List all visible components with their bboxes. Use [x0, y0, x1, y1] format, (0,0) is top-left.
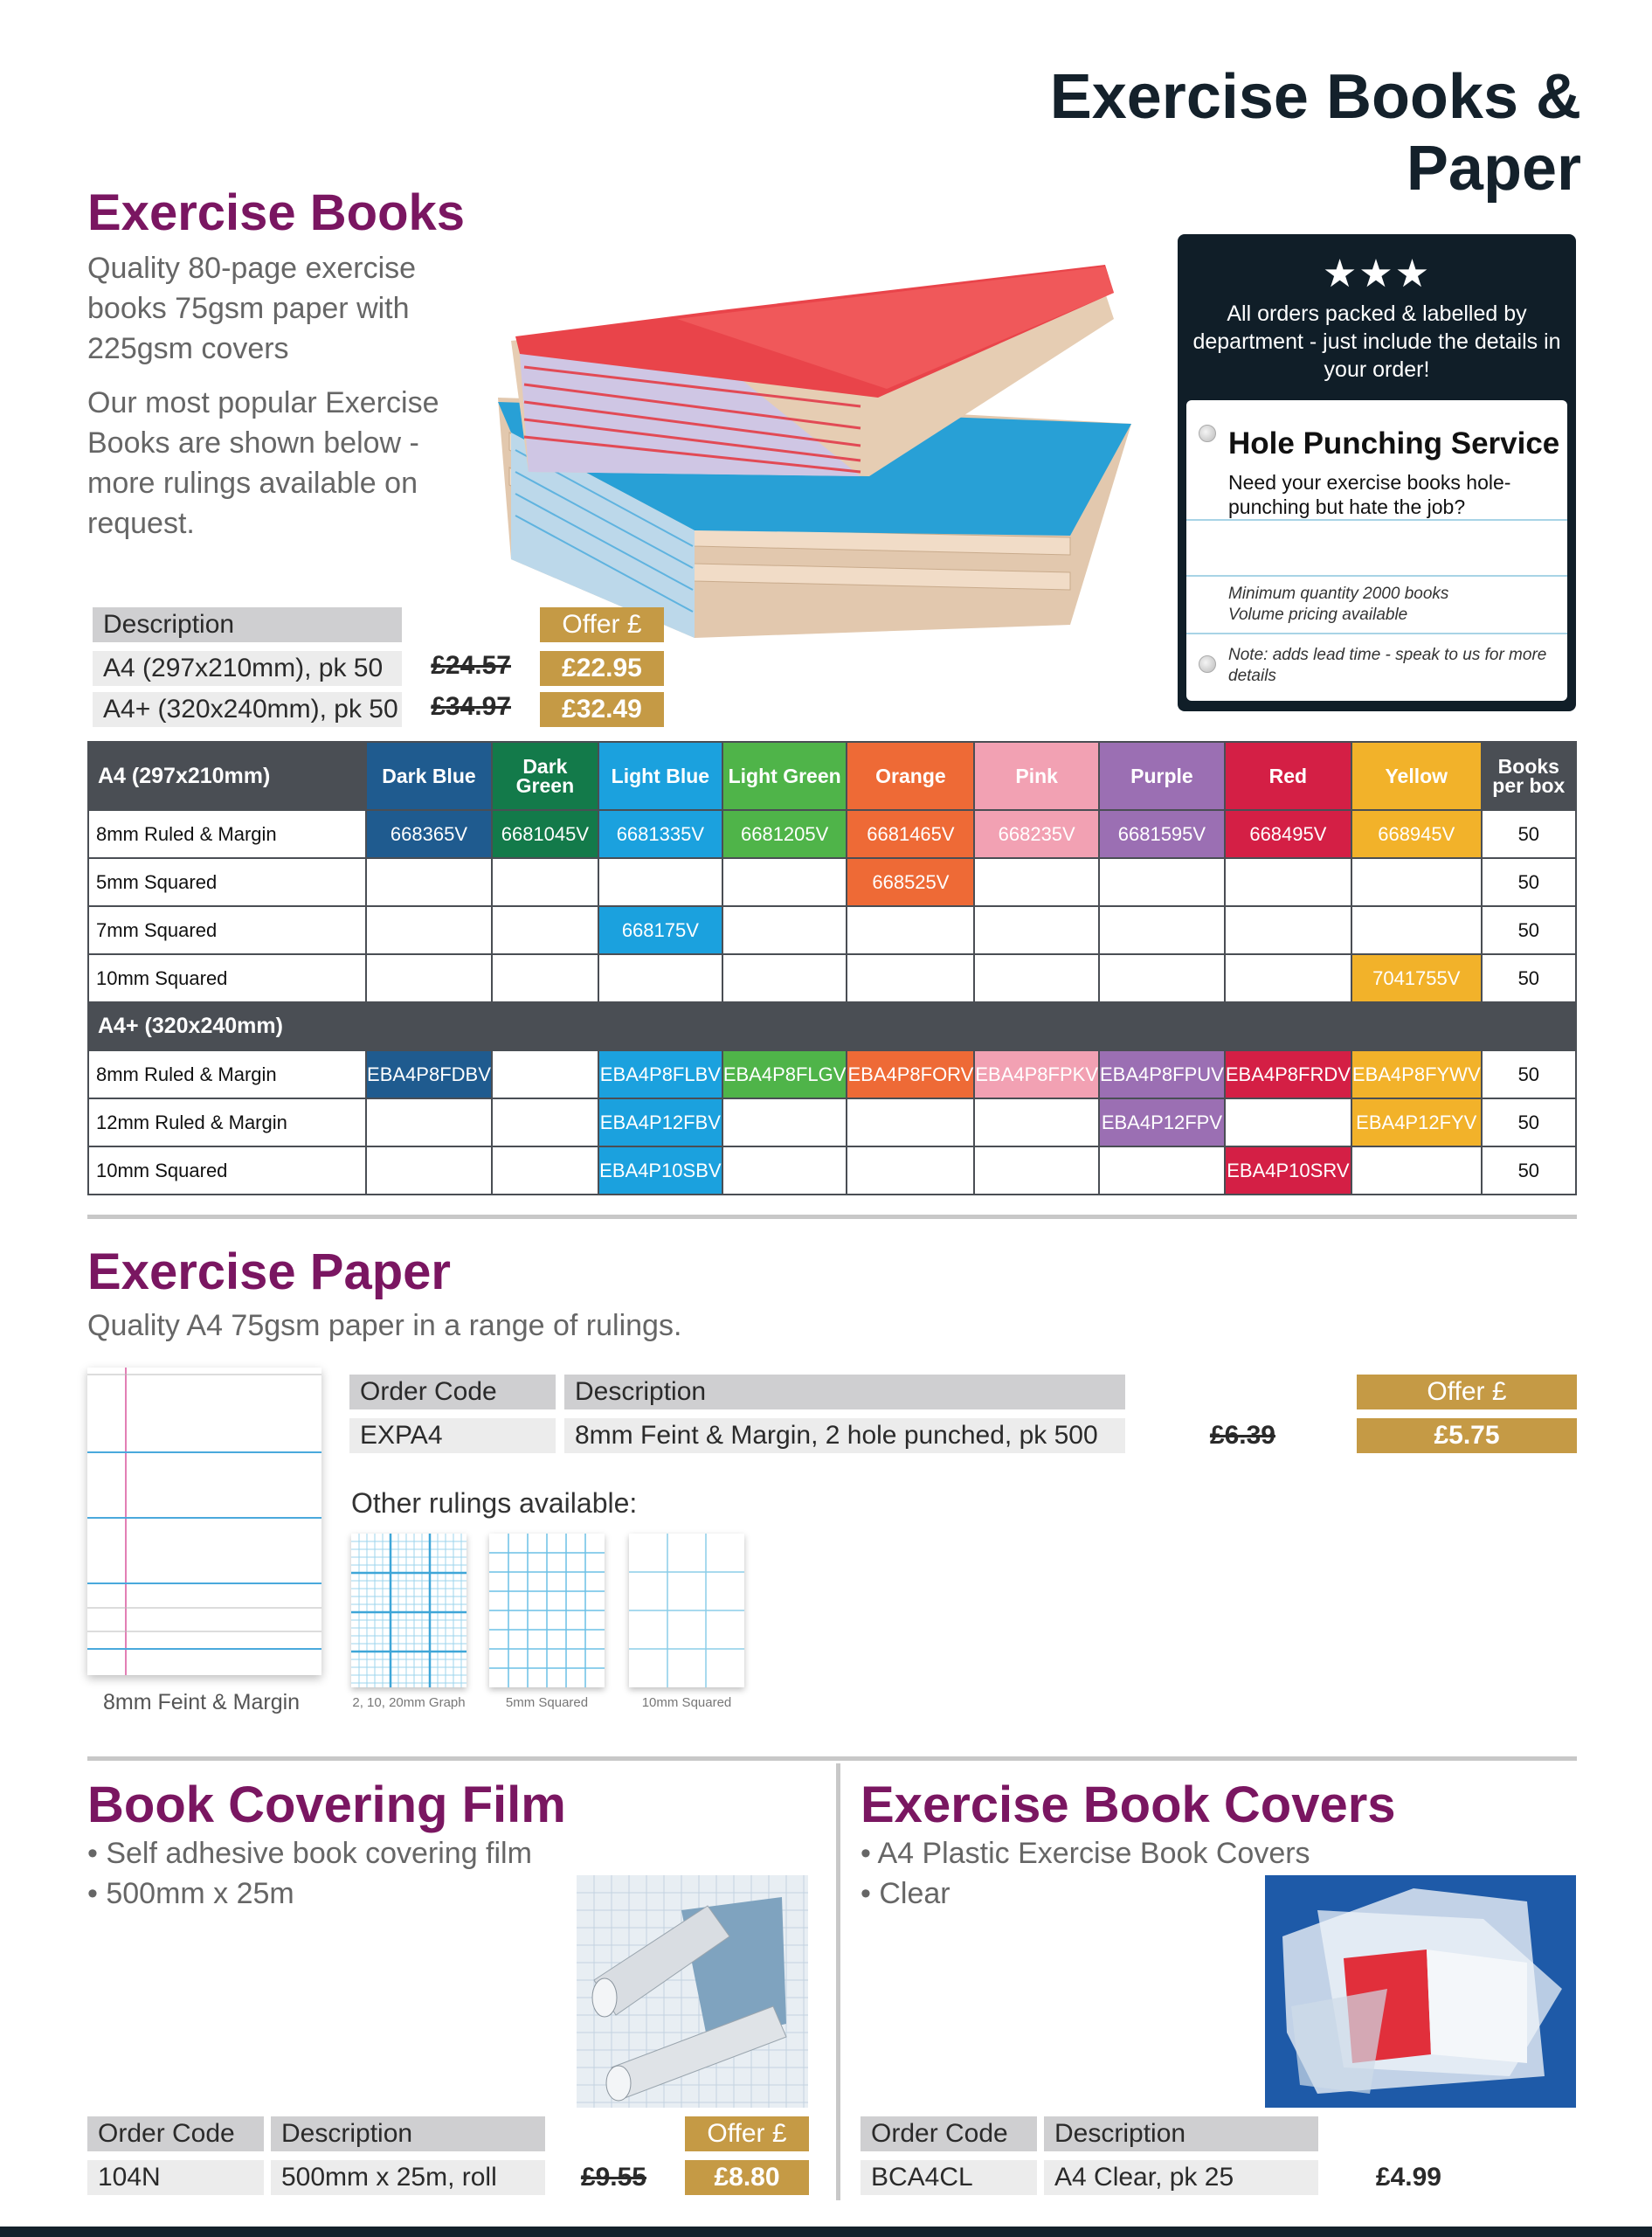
department-info-box — [1178, 234, 1576, 711]
empty-cell — [1225, 858, 1351, 906]
film-was-price: £9.55 — [580, 2163, 646, 2192]
empty-cell — [722, 954, 847, 1002]
empty-cell — [1351, 858, 1482, 906]
covers-order-code: BCA4CL — [861, 2160, 1037, 2195]
empty-cell — [722, 1098, 847, 1146]
film-order-code: 104N — [87, 2160, 264, 2195]
col-dark-blue: Dark Blue — [366, 742, 492, 810]
empty-cell — [974, 954, 1099, 1002]
col-light-blue: Light Blue — [598, 742, 722, 810]
product-code: EBA4P8FYWV — [1351, 1050, 1482, 1098]
other-rulings-label: Other rulings available: — [351, 1487, 638, 1519]
ruling-name: 7mm Squared — [88, 906, 366, 954]
product-code: 7041755V — [1351, 954, 1482, 1002]
col-pink: Pink — [974, 742, 1099, 810]
empty-cell — [974, 1146, 1099, 1195]
product-code: EBA4P10SRV — [1225, 1146, 1351, 1195]
books-per-box: 50 — [1482, 906, 1576, 954]
product-code: 668495V — [1225, 810, 1351, 858]
empty-cell — [492, 1146, 598, 1195]
exercise-book-codes-table — [87, 741, 1577, 1195]
exercise-paper-intro: Quality A4 75gsm paper in a range of rulings. — [87, 1309, 682, 1342]
ruling-name: 10mm Squared — [88, 1146, 366, 1195]
empty-cell — [492, 954, 598, 1002]
empty-cell — [847, 1098, 974, 1146]
col-header-description: Description — [1044, 2116, 1318, 2151]
ruling-row — [88, 906, 1576, 954]
price-row-was: £34.97 — [431, 692, 511, 721]
empty-cell — [974, 858, 1099, 906]
a4plus-section-header: A4+ (320x240mm) — [88, 1002, 1576, 1050]
covers-bullet: • A4 Plastic Exercise Book Covers — [861, 1837, 1310, 1870]
product-code: EBA4P8FPUV — [1099, 1050, 1225, 1098]
exercise-paper-heading: Exercise Paper — [87, 1243, 451, 1300]
col-books-per-box: Books per box — [1482, 742, 1576, 810]
ruled-line — [1186, 633, 1567, 634]
empty-cell — [492, 1050, 598, 1098]
empty-cell — [1099, 1146, 1225, 1195]
exercise-books-intro: Quality 80-page exercise books 75gsm paper with 225gsm covers — [87, 252, 417, 365]
empty-cell — [1225, 906, 1351, 954]
ruled-line — [1186, 519, 1567, 521]
ruling-name: 12mm Ruled & Margin — [88, 1098, 366, 1146]
ruling-row — [88, 954, 1576, 1002]
empty-cell — [1099, 954, 1225, 1002]
section-divider — [87, 1756, 1577, 1761]
feint-margin-paper-sample — [87, 1368, 321, 1675]
product-code: EBA4P12FYV — [1351, 1098, 1482, 1146]
empty-cell — [492, 858, 598, 906]
books-per-box: 50 — [1482, 1146, 1576, 1195]
ruled-line — [1186, 575, 1567, 577]
section-divider — [87, 1215, 1577, 1219]
empty-cell — [1225, 1098, 1351, 1146]
product-code: 668945V — [1351, 810, 1482, 858]
col-header-order-code: Order Code — [87, 2116, 264, 2151]
product-code: 6681595V — [1099, 810, 1225, 858]
col-header-description: Description — [564, 1375, 1125, 1409]
film-description: 500mm x 25m, roll — [271, 2160, 545, 2195]
a4-section-header: A4 (297x210mm) — [88, 742, 366, 810]
empty-cell — [722, 1146, 847, 1195]
paper-description: 8mm Feint & Margin, 2 hole punched, pk 500 — [564, 1418, 1125, 1453]
hole-punching-volume: Volume pricing available — [1228, 606, 1408, 624]
col-header-offer: Offer £ — [685, 2116, 809, 2151]
film-offer-price: £8.80 — [685, 2160, 809, 2195]
col-header-description: Description — [271, 2116, 545, 2151]
col-header-description: Description — [93, 607, 402, 642]
col-header-offer: Offer £ — [540, 607, 664, 642]
product-code: EBA4P8FPKV — [974, 1050, 1099, 1098]
books-per-box: 50 — [1482, 1098, 1576, 1146]
product-code: 6681045V — [492, 810, 598, 858]
empty-cell — [1351, 1146, 1482, 1195]
empty-cell — [974, 1098, 1099, 1146]
empty-cell — [366, 954, 492, 1002]
film-bullet: • 500mm x 25m — [87, 1877, 294, 1910]
empty-cell — [847, 954, 974, 1002]
covers-bullet: • Clear — [861, 1877, 950, 1910]
empty-cell — [598, 954, 722, 1002]
product-code: 6681465V — [847, 810, 974, 858]
empty-cell — [1351, 906, 1482, 954]
col-header-offer: Offer £ — [1357, 1375, 1577, 1409]
product-code: EBA4P12FPV — [1099, 1098, 1225, 1146]
price-row-offer: £32.49 — [540, 692, 664, 727]
5mm-squared-thumbnail — [489, 1534, 605, 1687]
paper-order-code: EXPA4 — [349, 1418, 556, 1453]
price-row-was: £24.57 — [431, 651, 511, 680]
feint-margin-caption: 8mm Feint & Margin — [103, 1690, 301, 1714]
col-yellow: Yellow — [1351, 742, 1482, 810]
books-per-box: 50 — [1482, 1050, 1576, 1098]
column-divider — [836, 1763, 840, 2200]
ruling-row — [88, 810, 1576, 858]
film-bullet: • Self adhesive book covering film — [87, 1837, 532, 1870]
covers-price: £4.99 — [1375, 2163, 1441, 2192]
price-row-offer: £22.95 — [540, 651, 664, 686]
footer-bar — [0, 2227, 1652, 2237]
col-light-green: Light Green — [722, 742, 847, 810]
page-title: Exercise Books & Paper — [1049, 62, 1581, 204]
hole-punching-note: Note: adds lead time - speak to us for more details — [1228, 646, 1547, 685]
product-code: EBA4P8FORV — [847, 1050, 974, 1098]
product-code: EBA4P10SBV — [598, 1146, 722, 1195]
col-dark-green: Dark Green — [492, 742, 598, 810]
book-covering-film-heading: Book Covering Film — [87, 1776, 566, 1833]
product-code: 6681335V — [598, 810, 722, 858]
product-code: EBA4P8FLGV — [722, 1050, 847, 1098]
books-per-box: 50 — [1482, 810, 1576, 858]
hole-punching-body: Need your exercise books hole-punching but hate the job? — [1228, 471, 1511, 518]
info-box-text: All orders packed & labelled by department - just include the details in your order! — [1192, 301, 1561, 382]
price-row-description: A4+ (320x240mm), pk 50 — [93, 692, 402, 727]
5mm-squared-caption: 5mm Squared — [505, 1695, 589, 1710]
ruling-name: 5mm Squared — [88, 858, 366, 906]
empty-cell — [366, 906, 492, 954]
empty-cell — [366, 1146, 492, 1195]
product-code: EBA4P8FDBV — [366, 1050, 492, 1098]
graph-caption: 2, 10, 20mm Graph — [352, 1695, 466, 1710]
exercise-book-covers-heading: Exercise Book Covers — [861, 1776, 1396, 1833]
books-per-box: 50 — [1482, 954, 1576, 1002]
col-header-order-code: Order Code — [349, 1375, 556, 1409]
ruling-name: 8mm Ruled & Margin — [88, 1050, 366, 1098]
empty-cell — [1099, 858, 1225, 906]
product-code: EBA4P12FBV — [598, 1098, 722, 1146]
price-row-description: A4 (297x210mm), pk 50 — [93, 651, 402, 686]
col-purple: Purple — [1099, 742, 1225, 810]
empty-cell — [974, 906, 1099, 954]
product-code: 668235V — [974, 810, 1099, 858]
covers-description: A4 Clear, pk 25 — [1044, 2160, 1318, 2195]
paper-was-price: £6.39 — [1209, 1421, 1275, 1450]
empty-cell — [847, 1146, 974, 1195]
graph-paper-thumbnail — [351, 1534, 467, 1687]
product-code: 668365V — [366, 810, 492, 858]
product-code: 6681205V — [722, 810, 847, 858]
ruling-name: 8mm Ruled & Margin — [88, 810, 366, 858]
col-header-order-code: Order Code — [861, 2116, 1037, 2151]
product-code: EBA4P8FRDV — [1225, 1050, 1351, 1098]
ruling-name: 10mm Squared — [88, 954, 366, 1002]
ruling-row — [88, 858, 1576, 906]
punch-hole-icon — [1199, 655, 1216, 673]
ruling-row — [88, 1050, 1576, 1098]
ruling-row — [88, 1146, 1576, 1195]
product-code: EBA4P8FLBV — [598, 1050, 722, 1098]
paper-offer-price: £5.75 — [1357, 1418, 1577, 1453]
empty-cell — [1225, 954, 1351, 1002]
empty-cell — [492, 1098, 598, 1146]
book-covers-photo — [1265, 1875, 1576, 2108]
exercise-books-intro-2: Our most popular Exercise Books are shown below - more rulings available on request. — [87, 386, 439, 540]
books-per-box: 50 — [1482, 858, 1576, 906]
col-red: Red — [1225, 742, 1351, 810]
covering-film-photo — [577, 1875, 808, 2108]
product-code: 668525V — [847, 858, 974, 906]
hole-punching-title: Hole Punching Service — [1228, 426, 1560, 461]
empty-cell — [598, 858, 722, 906]
empty-cell — [366, 858, 492, 906]
hole-punching-card — [1186, 400, 1567, 701]
product-code: 668175V — [598, 906, 722, 954]
a4plus-rows — [88, 1050, 1576, 1195]
empty-cell — [366, 1098, 492, 1146]
exercise-books-heading: Exercise Books — [87, 184, 466, 241]
star-icon: ★★★ — [1322, 253, 1432, 295]
10mm-squared-thumbnail — [629, 1534, 744, 1687]
ruling-row — [88, 1098, 1576, 1146]
punch-hole-icon — [1199, 425, 1216, 442]
empty-cell — [722, 858, 847, 906]
empty-cell — [1099, 906, 1225, 954]
empty-cell — [847, 906, 974, 954]
10mm-squared-caption: 10mm Squared — [641, 1695, 732, 1710]
col-orange: Orange — [847, 742, 974, 810]
a4-rows — [88, 810, 1576, 1002]
hole-punching-minimum: Minimum quantity 2000 books — [1228, 585, 1449, 603]
empty-cell — [492, 906, 598, 954]
exercise-books-photo — [494, 258, 1131, 642]
empty-cell — [722, 906, 847, 954]
